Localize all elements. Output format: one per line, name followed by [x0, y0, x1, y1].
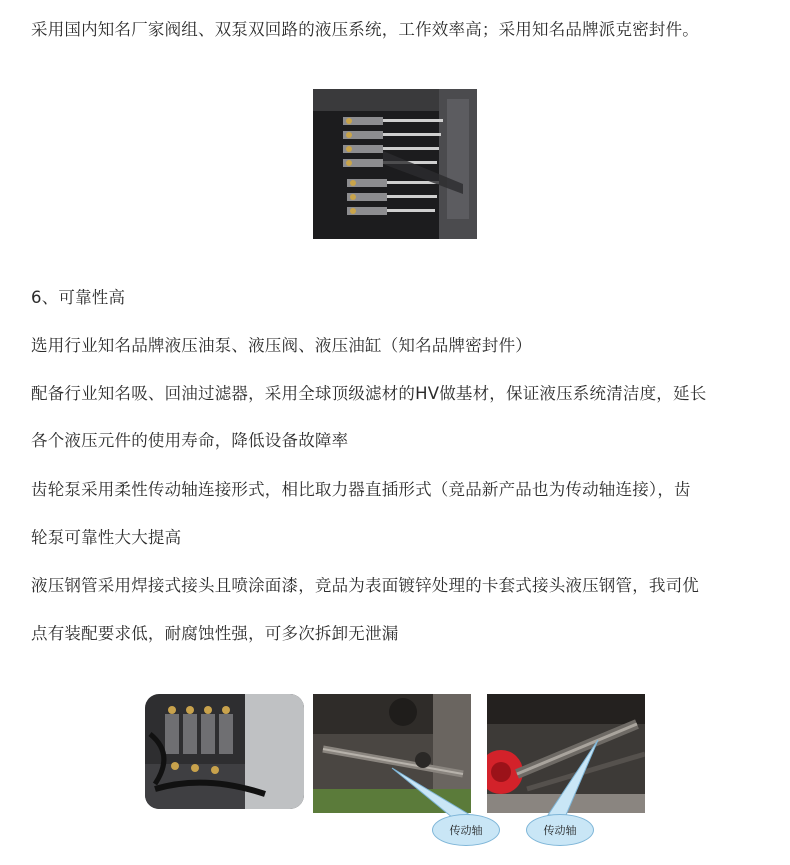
- paragraph-filter-line1: 配备行业知名吸、回油过滤器，采用全球顶级滤材的HV做基材，保证液压系统清洁度，延长: [31, 384, 707, 403]
- paragraph-steel-pipe-line1: 液压钢管采用焊接式接头且喷涂面漆，竞品为表面镀锌处理的卡套式接头液压钢管，我司优: [31, 576, 699, 595]
- section-heading: 6、可靠性高: [31, 288, 126, 307]
- paragraph-gear-pump-line1: 齿轮泵采用柔性传动轴连接形式，相比取力器直插形式（竞品新产品也为传动轴连接），齿: [31, 480, 691, 499]
- callout-label: 传动轴: [449, 824, 483, 837]
- valve-block-image: [313, 89, 477, 239]
- callout-label: 传动轴: [543, 824, 577, 837]
- paragraph-steel-pipe-line2: 点有装配要求低，耐腐蚀性强，可多次拆卸无泄漏: [31, 624, 399, 643]
- intro-paragraph: 采用国内知名厂家阀组、双泵双回路的液压系统，工作效率高；采用知名品牌派克密封件。: [31, 20, 699, 39]
- paragraph-hydraulic-components: 选用行业知名品牌液压油泵、液压阀、液压油缸（知名品牌密封件）: [31, 336, 532, 355]
- drive-shaft-callout-left: [432, 814, 500, 846]
- drive-shaft-callout-right: [526, 814, 594, 846]
- paragraph-filter-line2: 各个液压元件的使用寿命，降低设备故障率: [31, 431, 349, 450]
- drive-shaft-photo-right: [487, 694, 645, 813]
- drive-shaft-photo-left: [313, 694, 471, 813]
- paragraph-gear-pump-line2: 轮泵可靠性大大提高: [31, 528, 182, 547]
- hydraulic-valve-photo: [145, 694, 304, 809]
